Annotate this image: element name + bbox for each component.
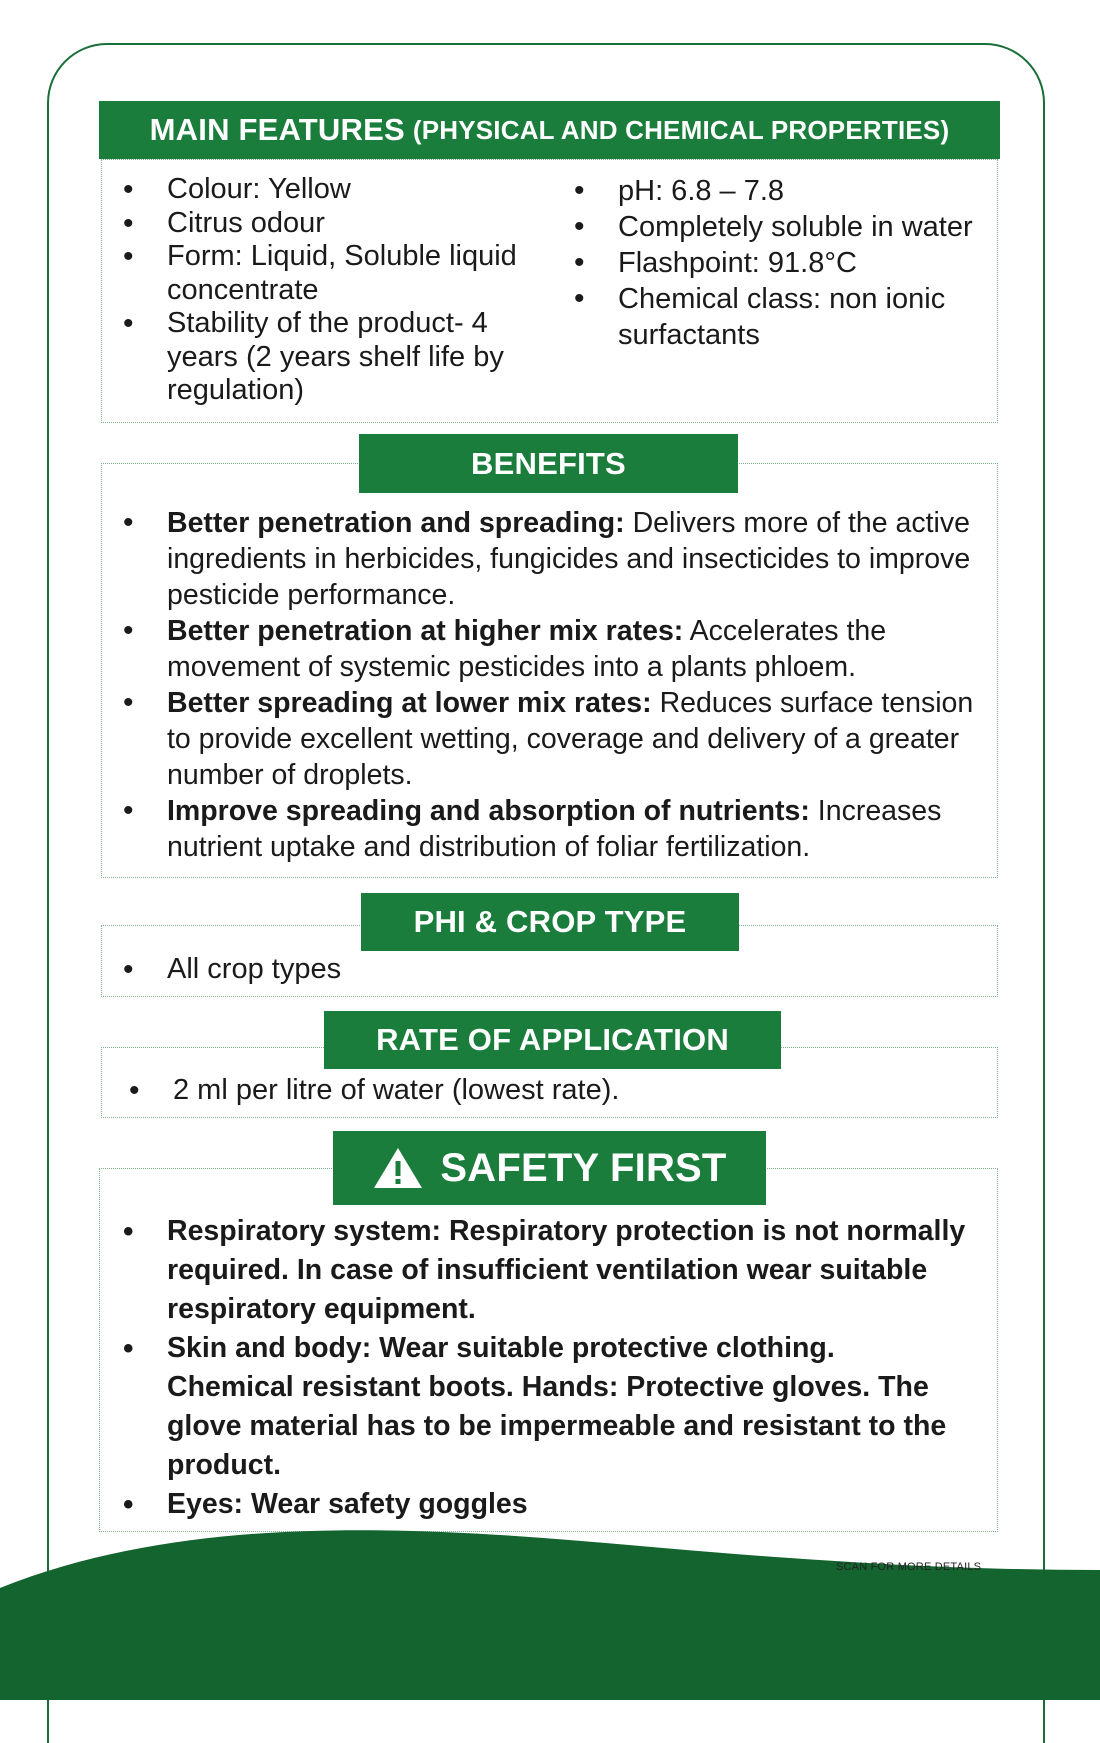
scan-text: SCAN FOR MORE DETAILS bbox=[836, 1561, 982, 1573]
safety-box bbox=[99, 1168, 998, 1532]
main-features-subtitle: (PHYSICAL AND CHEMICAL PROPERTIES) bbox=[412, 114, 950, 145]
benefits-header bbox=[359, 434, 738, 493]
list-item bbox=[109, 685, 989, 793]
warning-icon bbox=[372, 1145, 424, 1191]
phi-title: PHI & CROP TYPE bbox=[413, 904, 687, 939]
list-item: • Colour: Yellow bbox=[109, 173, 529, 207]
phi-header bbox=[361, 893, 739, 951]
footer-wave bbox=[0, 1530, 1100, 1700]
rate-title: RATE OF APPLICATION bbox=[376, 1022, 729, 1057]
benefits-list bbox=[109, 505, 989, 865]
list-item: • Form: Liquid, Soluble liquid concentrate bbox=[109, 240, 529, 307]
benefit-label: Improve spreading and absorption of nutrients: bbox=[167, 795, 810, 827]
list-item bbox=[109, 793, 989, 865]
list-item: • Stability of the product- 4 years (2 years shelf life by regulation) bbox=[109, 307, 529, 408]
safety-title: SAFETY FIRST bbox=[440, 1145, 727, 1190]
list-item: • Completely soluble in water bbox=[560, 209, 980, 245]
list-item: • Eyes: Wear safety goggles bbox=[109, 1485, 969, 1524]
list-item: • pH: 6.8 – 7.8 bbox=[560, 173, 980, 209]
benefits-box bbox=[101, 463, 998, 878]
safety-header bbox=[333, 1131, 766, 1205]
list-item: • Citrus odour bbox=[109, 207, 529, 241]
benefit-label: Better penetration and spreading: bbox=[167, 507, 625, 539]
rate-header bbox=[324, 1011, 781, 1069]
list-item: • Chemical class: non ionic surfactants bbox=[560, 281, 980, 353]
list-item: • Skin and body: Wear suitable protective clothing. Chemical resistant boots. Hands: Protective gloves. The glove material has to be impermeable and resistant to the product. bbox=[109, 1329, 969, 1485]
main-features-right-list bbox=[560, 173, 980, 353]
list-item bbox=[109, 505, 989, 613]
main-features-left-list bbox=[109, 173, 529, 408]
list-item bbox=[109, 613, 989, 685]
main-features-header bbox=[99, 101, 1000, 159]
list-item: • Flashpoint: 91.8°C bbox=[560, 245, 980, 281]
list-item: • Respiratory system: Respiratory protection is not normally required. In case of insufficient ventilation wear suitable respiratory equipment. bbox=[109, 1212, 969, 1329]
safety-list bbox=[109, 1212, 969, 1524]
list-item: • All crop types bbox=[109, 953, 989, 987]
benefit-text: Reduces surface tension to provide excellent wetting, coverage and delivery of a greater number of droplets. bbox=[167, 687, 974, 791]
benefit-label: Better spreading at lower mix rates: bbox=[167, 687, 652, 719]
main-features-title: MAIN FEATURES bbox=[149, 112, 405, 147]
benefit-text: Increases nutrient uptake and distribution of foliar fertilization. bbox=[167, 795, 942, 863]
benefit-text: Delivers more of the active ingredients in herbicides, fungicides and insecticides to improve pesticide performance. bbox=[167, 507, 971, 611]
main-features-box bbox=[101, 159, 998, 423]
benefit-label: Better penetration at higher mix rates: bbox=[167, 615, 684, 647]
list-item: • 2 ml per litre of water (lowest rate). bbox=[115, 1074, 995, 1108]
benefit-text: Accelerates the movement of systemic pesticides into a plants phloem. bbox=[167, 615, 887, 683]
phi-list bbox=[109, 953, 989, 987]
benefits-title: BENEFITS bbox=[471, 445, 626, 481]
rate-list bbox=[115, 1074, 995, 1108]
